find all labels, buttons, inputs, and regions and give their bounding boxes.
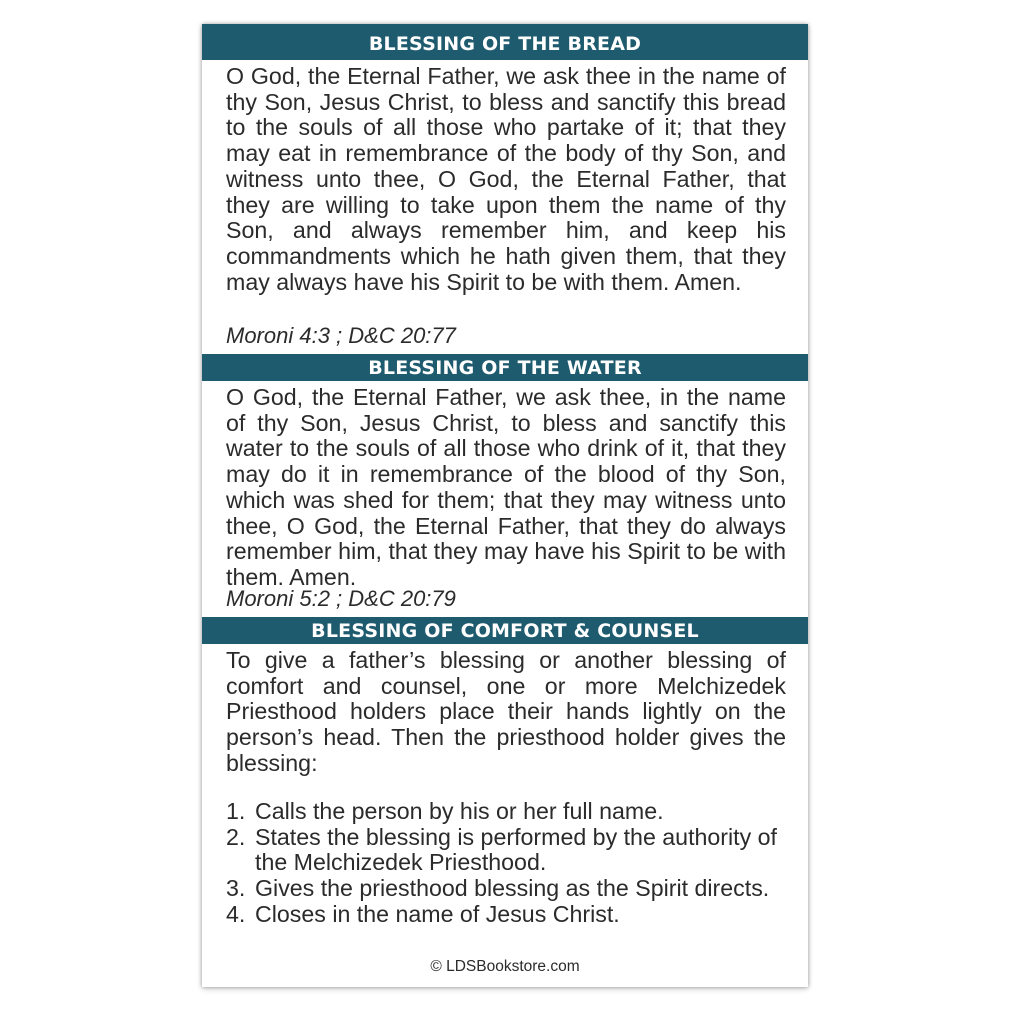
list-item: [226, 876, 786, 902]
sacrament-prayer-card: [202, 24, 808, 987]
water-prayer-text: O God, the Eternal Father, we ask thee, in the name of thy Son, Jesus Christ, to bless and sanctify this water to the souls of all those who drink of it, that they may do it in remembrance of the blood of thy Son, which was shed for them; that they may witness unto thee, O God, the Eternal Father, that they do always remember him, that they may have his Spirit to be with them. Amen.: [226, 384, 786, 590]
list-item-number: 4.: [226, 900, 246, 927]
bread-prayer-reference: Moroni 4:3 ; D&C 20:77: [226, 323, 456, 348]
blessing-steps-list: [226, 799, 786, 928]
list-item-text: Gives the priesthood blessing as the Spirit directs.: [255, 875, 770, 902]
copyright-footer: © LDSBookstore.com: [430, 958, 580, 975]
list-item-number: 2.: [226, 823, 246, 850]
list-item-number: 3.: [226, 875, 246, 902]
section-header-comfort-counsel: BLESSING OF COMFORT & COUNSEL: [202, 617, 808, 644]
list-item-text: States the blessing is performed by the authority of the Melchizedek Priesthood.: [255, 823, 778, 876]
section-header-water: BLESSING OF THE WATER: [202, 354, 808, 381]
list-item: [226, 902, 786, 928]
bread-prayer-text: O God, the Eternal Father, we ask thee in the name of thy Son, Jesus Christ, to bless and sanctify this bread to the souls of all those who partake of it; that they may eat in remembrance of the body of thy Son, and witness unto thee, O God, the Eternal Father, that they are willing to take upon them the name of thy Son, and always remember him, and keep his commandments which he hath given them, that they may always have his Spirit to be with them. Amen.: [226, 63, 786, 295]
list-item-number: 1.: [226, 798, 246, 824]
comfort-counsel-intro-text: To give a father’s blessing or another blessing of comfort and counsel, one or more Melchizedek Priesthood holders place their hands lightly on the person’s head. Then the priesthood holder gives the blessing:: [226, 647, 786, 776]
list-item-text: Calls the person by his or her full name.: [255, 798, 664, 824]
list-item: [226, 825, 786, 876]
list-item: [226, 799, 786, 825]
water-prayer-reference: Moroni 5:2 ; D&C 20:79: [226, 586, 456, 611]
list-item-text: Closes in the name of Jesus Christ.: [255, 900, 620, 927]
section-header-bread: BLESSING OF THE BREAD: [202, 24, 808, 60]
